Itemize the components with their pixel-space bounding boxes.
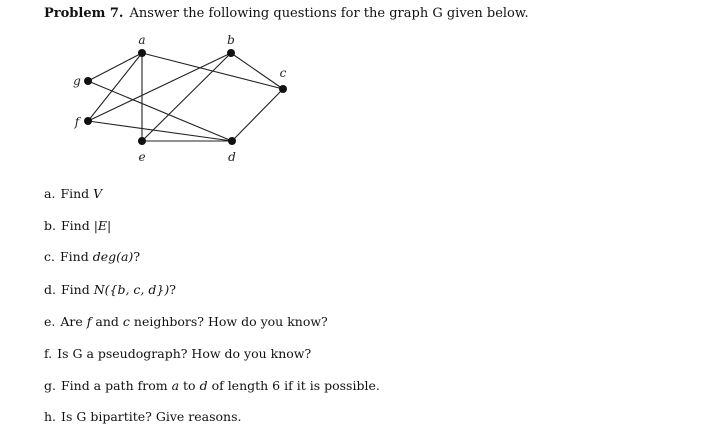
vertex-g bbox=[84, 77, 92, 85]
vertex-d bbox=[228, 137, 236, 145]
edge-c-d bbox=[232, 89, 283, 141]
vertex-label-f: f bbox=[74, 115, 80, 129]
vertex-label-d: d bbox=[228, 150, 236, 164]
vertex-f bbox=[84, 117, 92, 125]
vertex-label-a: a bbox=[138, 33, 146, 47]
vertex-b bbox=[227, 49, 235, 57]
edge-a-f bbox=[88, 53, 142, 121]
question-e: e. Are f and c neighbors? How do you know? bbox=[44, 314, 328, 329]
question-g: g. Find a path from a to d of length 6 if it is possible. bbox=[44, 378, 380, 393]
question-h: h. Is G bipartite? Give reasons. bbox=[44, 409, 242, 424]
question-f: f. Is G a pseudograph? How do you know? bbox=[44, 346, 312, 361]
vertex-e bbox=[138, 137, 146, 145]
vertex-label-c: c bbox=[279, 66, 287, 80]
edge-f-d bbox=[88, 121, 232, 141]
vertex-label-e: e bbox=[138, 150, 146, 164]
graph-vertices bbox=[84, 49, 287, 145]
question-c: c. Find deg(a)? bbox=[44, 249, 141, 264]
question-d: d. Find N({b, c, d})? bbox=[44, 282, 176, 297]
graph-edges bbox=[88, 53, 283, 141]
edge-b-c bbox=[231, 53, 283, 89]
vertex-label-b: b bbox=[227, 33, 235, 47]
edge-b-e bbox=[142, 53, 231, 141]
vertex-a bbox=[138, 49, 146, 57]
question-a: a. Find V bbox=[44, 186, 103, 201]
question-b: b. Find |E| bbox=[44, 218, 112, 233]
vertex-c bbox=[279, 85, 287, 93]
problem-instruction: Answer the following questions for the graph G given below. bbox=[129, 6, 529, 21]
edge-a-g bbox=[88, 53, 142, 81]
vertex-label-g: g bbox=[73, 74, 81, 88]
problem-number: Problem 7. bbox=[44, 6, 124, 21]
